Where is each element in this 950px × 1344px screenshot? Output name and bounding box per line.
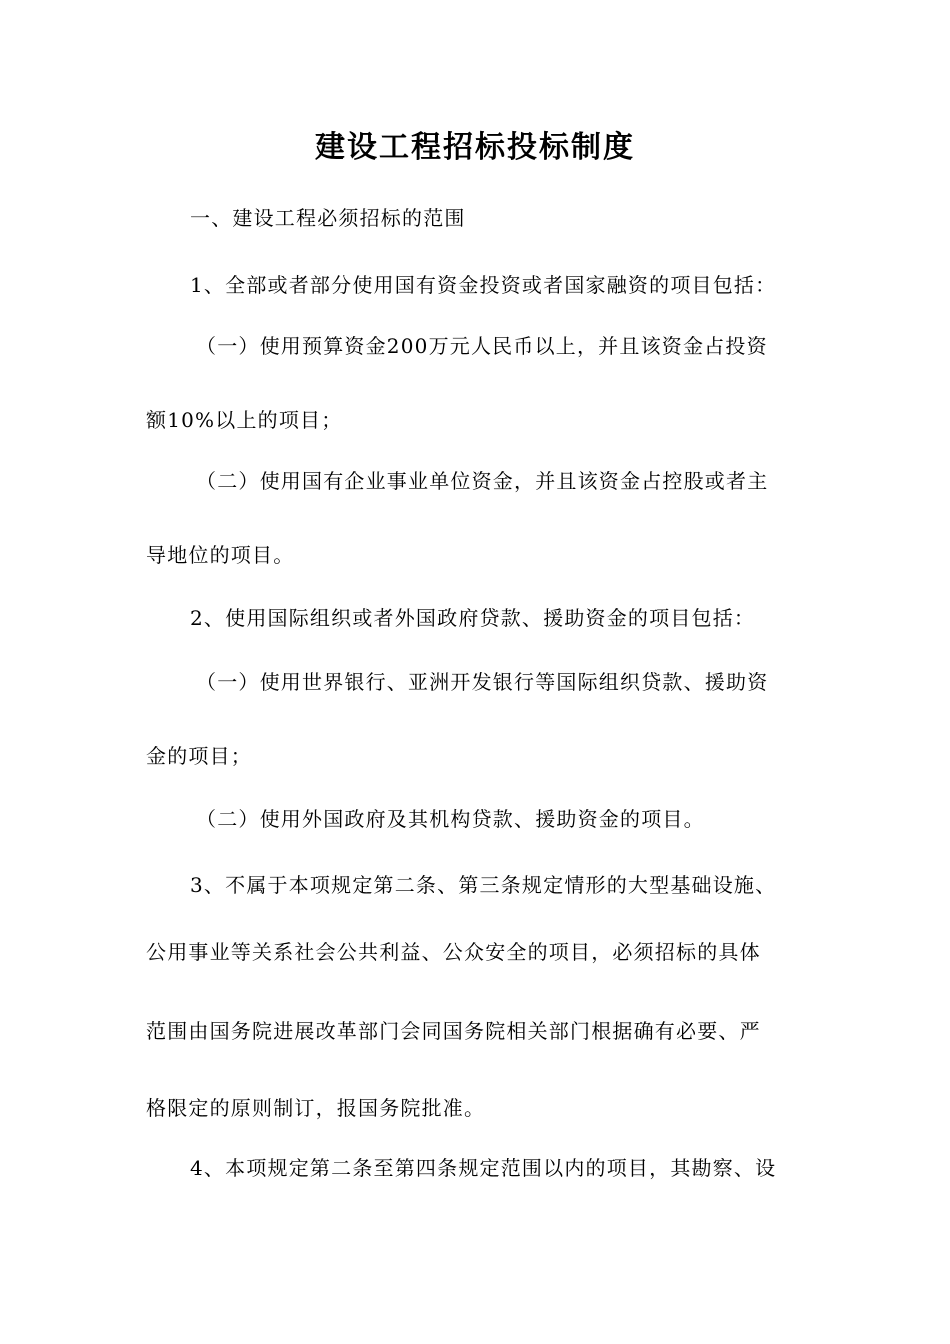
paragraph-line: 2、使用国际组织或者外国政府贷款、援助资金的项目包括： — [190, 606, 756, 630]
paragraph-line: （一）使用世界银行、亚洲开发银行等国际组织贷款、援助资 — [196, 670, 769, 694]
paragraph-line: （一）使用预算资金200万元人民币以上，并且该资金占投资 — [196, 334, 768, 358]
paragraph-line: 额10%以上的项目； — [146, 408, 343, 432]
paragraph-line: （二）使用外国政府及其机构贷款、援助资金的项目。 — [196, 807, 705, 831]
paragraph-line: 3、不属于本项规定第二条、第三条规定情形的大型基础设施、 — [190, 873, 777, 897]
paragraph-line: 范围由国务院进展改革部门会同国务院相关部门根据确有必要、严 — [146, 1019, 761, 1043]
paragraph-line: 4、本项规定第二条至第四条规定范围以内的项目，其勘察、设 — [190, 1156, 777, 1180]
paragraph-line: 导地位的项目。 — [146, 543, 295, 567]
paragraph-line: 金的项目； — [146, 744, 252, 768]
paragraph-line: 1、全部或者部分使用国有资金投资或者国家融资的项目包括： — [190, 273, 777, 297]
document-title: 建设工程招标投标制度 — [315, 130, 635, 165]
paragraph-line: 格限定的原则制订，报国务院批准。 — [146, 1096, 486, 1120]
section-heading: 一、建设工程必须招标的范围 — [190, 206, 466, 230]
paragraph-line: （二）使用国有企业事业单位资金，并且该资金占控股或者主 — [196, 469, 769, 493]
paragraph-line: 公用事业等关系社会公共利益、公众安全的项目，必须招标的具体 — [146, 940, 761, 964]
